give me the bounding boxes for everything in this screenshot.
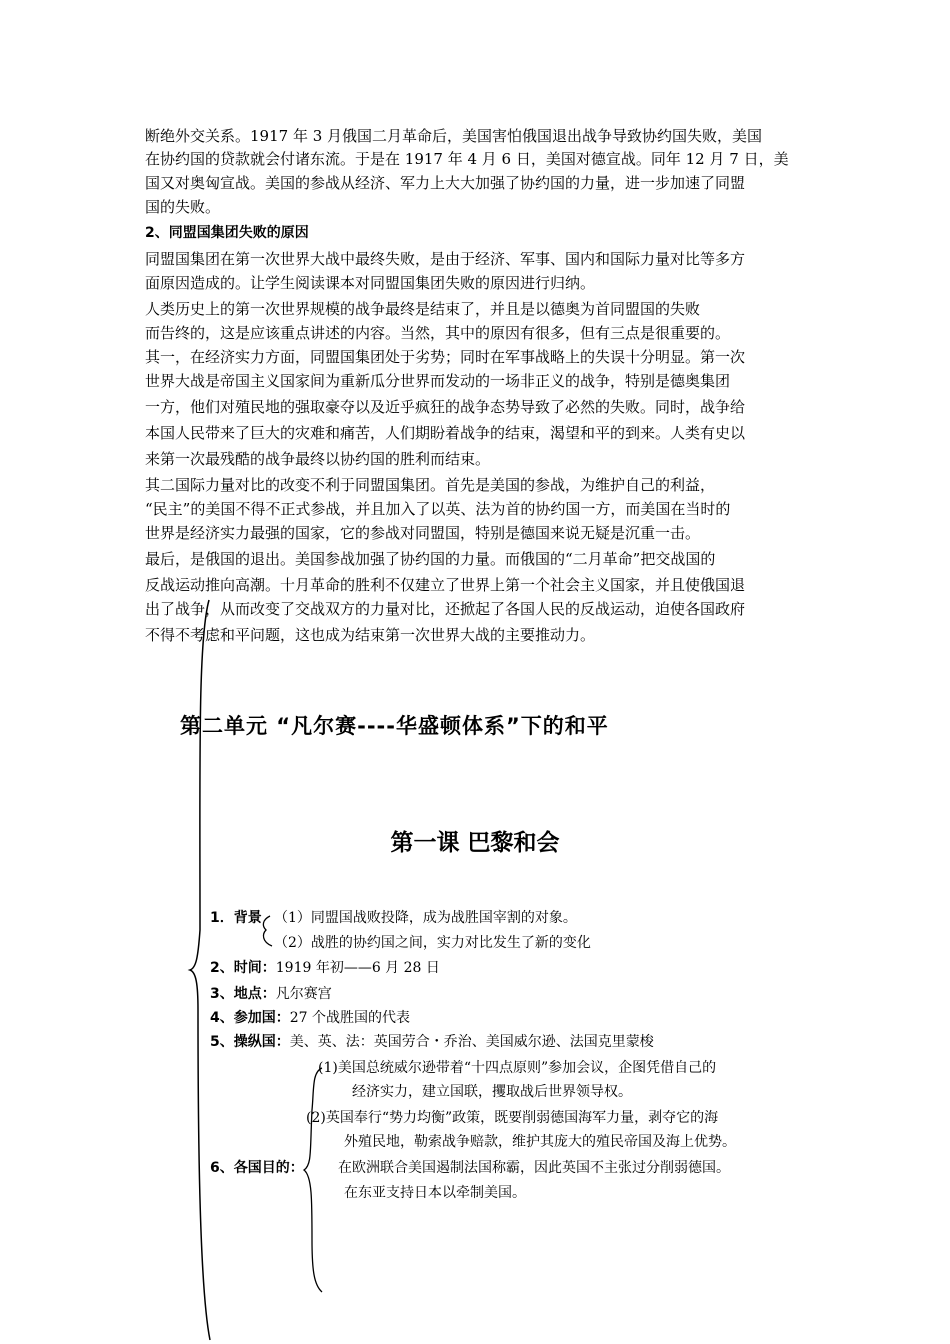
background-point-2: （2）战胜的协约国之间，实力对比发生了新的变化 bbox=[274, 935, 591, 951]
outline-goals bbox=[210, 1158, 304, 1178]
outline-participants bbox=[210, 1008, 410, 1028]
place-label: 3、地点： bbox=[210, 986, 276, 1002]
place-value: 凡尔赛宫 bbox=[275, 986, 332, 1002]
outline-background bbox=[210, 908, 262, 928]
controllers-label: 5、操纵国： bbox=[210, 1034, 290, 1050]
text-line: 其二国际力量对比的改变不利于同盟国集团。首先是美国的参战，为维护自己的利益， bbox=[145, 476, 716, 494]
time-label: 2、时间： bbox=[210, 960, 276, 976]
outline-place bbox=[210, 984, 332, 1004]
text-line: 出了战争，从而改变了交战双方的力量对比，还掀起了各国人民的反战运动，迫使各国政府 bbox=[145, 600, 746, 618]
text-line: 在协约国的贷款就会付诸东流。于是在 1917 年 4 月 6 日，美国对德宣战。同年 12 月 7 日，美 bbox=[145, 150, 789, 168]
background-label: 1．背景 bbox=[210, 910, 262, 926]
controllers-value: 美、英、法：英国劳合・乔治、美国威尔逊、法国克里蒙梭 bbox=[289, 1034, 654, 1050]
text-line: 世界是经济实力最强的国家，它的参战对同盟国，特别是德国来说无疑是沉重一击。 bbox=[145, 524, 701, 542]
lesson-title: 第一课 巴黎和会 bbox=[390, 830, 560, 856]
text-line: “民主”的美国不得不正式参战，并且加入了以英、法为首的协约国一方，而美国在当时的 bbox=[145, 500, 731, 518]
text-line: 最后，是俄国的退出。美国参战加强了协约国的力量。而俄国的“二月革命”把交战国的 bbox=[145, 550, 716, 568]
background-brace bbox=[263, 916, 272, 946]
outline-time bbox=[210, 958, 440, 978]
text-line: 来第一次最残酷的战争最终以协约国的胜利而结束。 bbox=[145, 450, 491, 468]
goal-line: (1)美国总统威尔逊带着“十四点原则”参加会议，企图凭借自己的 bbox=[318, 1060, 717, 1076]
text-line: 本国人民带来了巨大的灾难和痛苦，人们期盼着战争的结束，渴望和平的到来。人类有史以 bbox=[145, 424, 746, 442]
text-line: 世界大战是帝国主义国家间为重新瓜分世界而发动的一场非正义的战争，特别是德奥集团 bbox=[145, 372, 731, 390]
goal-line: 在欧洲联合美国遏制法国称霸，因此英国不主张过分削弱德国。 bbox=[338, 1160, 730, 1176]
text-line: 国的失败。 bbox=[145, 198, 221, 216]
text-line: 面原因造成的。让学生阅读课本对同盟国集团失败的原因进行归纳。 bbox=[145, 274, 596, 292]
section-heading: 2、同盟国集团失败的原因 bbox=[145, 225, 309, 241]
text-line: 同盟国集团在第一次世界大战中最终失败，是由于经济、军事、国内和国际力量对比等多方 bbox=[145, 250, 746, 268]
big-brace bbox=[190, 600, 210, 1340]
text-line: 不得不考虑和平问题，这也成为结束第一次世界大战的主要推动力。 bbox=[145, 626, 596, 644]
outline-controllers bbox=[210, 1032, 654, 1052]
goal-line: 在东亚支持日本以牵制美国。 bbox=[344, 1185, 526, 1201]
participants-value: 27 个战胜国的代表 bbox=[289, 1010, 411, 1026]
time-value: 1919 年初——6 月 28 日 bbox=[275, 960, 440, 976]
participants-label: 4、参加国： bbox=[210, 1010, 290, 1026]
goal-line: 经济实力，建立国联，攫取战后世界领导权。 bbox=[352, 1084, 632, 1100]
text-line: 而告终的，这是应该重点讲述的内容。当然，其中的原因有很多，但有三点是很重要的。 bbox=[145, 324, 731, 342]
goals-label: 6、各国目的： bbox=[210, 1160, 304, 1176]
text-line: 一方，他们对殖民地的强取豪夺以及近乎疯狂的战争态势导致了必然的失败。同时，战争给 bbox=[145, 398, 746, 416]
text-line: 人类历史上的第一次世界规模的战争最终是结束了，并且是以德奥为首同盟国的失败 bbox=[145, 300, 701, 318]
text-line: 国又对奥匈宣战。美国的参战从经济、军力上大大加强了协约国的力量，进一步加速了同盟 bbox=[145, 174, 746, 192]
goal-line: 外殖民地，勒索战争赔款，维护其庞大的殖民帝国及海上优势。 bbox=[344, 1134, 736, 1150]
text-line: 断绝外交关系。1917 年 3 月俄国二月革命后，美国害怕俄国退出战争导致协约国失败，美国 bbox=[145, 127, 763, 145]
background-point-1: （1）同盟国战败投降，成为战胜国宰割的对象。 bbox=[274, 910, 577, 926]
text-line: 其一，在经济实力方面，同盟国集团处于劣势；同时在军事战略上的失误十分明显。第一次 bbox=[145, 348, 746, 366]
goal-line: (2)英国奉行“势力均衡”政策，既要削弱德国海军力量，剥夺它的海 bbox=[306, 1110, 719, 1126]
unit-title: 第二单元 “凡尔赛----华盛顿体系”下的和平 bbox=[180, 714, 609, 738]
text-line: 反战运动推向高潮。十月革命的胜利不仅建立了世界上第一个社会主义国家，并且使俄国退 bbox=[145, 576, 746, 594]
goals-brace bbox=[304, 1068, 322, 1292]
